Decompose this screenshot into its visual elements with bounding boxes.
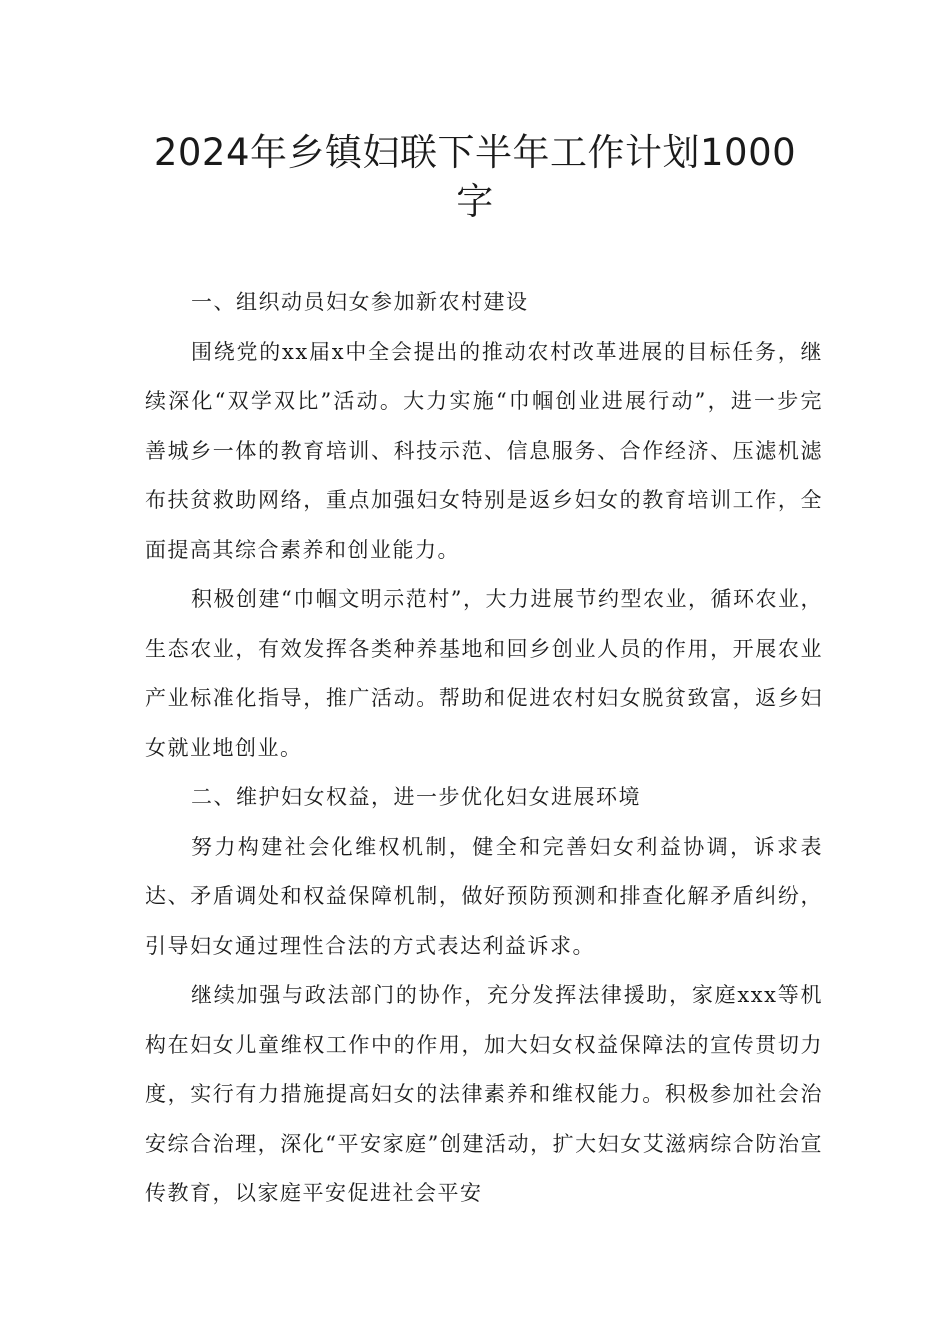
document-title: 2024年乡镇妇联下半年工作计划1000字 [153,131,797,223]
paragraph-1: 围绕党的xx届x中全会提出的推动农村改革进展的目标任务，继续深化“双学双比”活动。大力实施“巾帼创业进展行动”，进一步完善城乡一体的教育培训、科技示范、信息服务、合作经济、压滤机滤布扶贫救助网络，重点加强妇女特别是返乡妇女的教育培训工作，全面提高其综合素养和创业能力。 [145,339,823,562]
paragraph-2: 积极创建“巾帼文明示范村”，大力进展节约型农业，循环农业，生态农业，有效发挥各类种养基地和回乡创业人员的作用，开展农业产业标准化指导，推广活动。帮助和促进农村妇女脱贫致富，返乡妇女就业地创业。 [145,587,823,760]
document-body [145,278,823,1219]
paragraph-3: 努力构建社会化维权机制，健全和完善妇女利益协调，诉求表达、矛盾调处和权益保障机制，做好预防预测和排查化解矛盾纠纷，引导妇女通过理性合法的方式表达利益诉求。 [145,834,823,958]
paragraph-4: 继续加强与政法部门的协作，充分发挥法律援助，家庭xxx等机构在妇女儿童维权工作中的作用，加大妇女权益保障法的宣传贯切力度，实行有力措施提高妇女的法律素养和维权能力。积极参加社会治安综合治理，深化“平安家庭”创建活动，扩大妇女艾滋病综合防治宣传教育，以家庭平安促进社会平安 [145,983,823,1205]
section-heading-1: 一、组织动员妇女参加新农村建设 [191,290,529,314]
section-heading-2: 二、维护妇女权益，进一步优化妇女进展环境 [191,785,641,809]
